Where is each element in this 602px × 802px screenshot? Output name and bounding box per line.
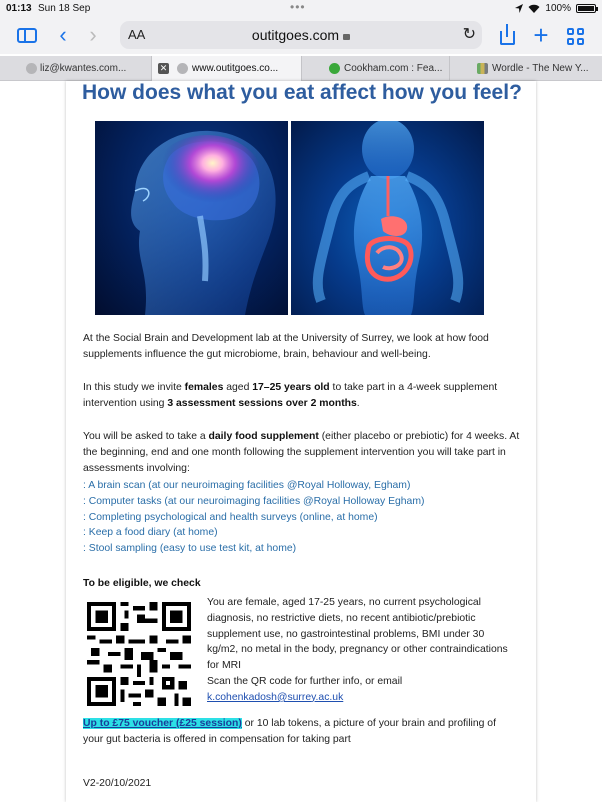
status-bar bbox=[0, 0, 602, 18]
browser-toolbar bbox=[0, 18, 602, 54]
eligibility-criteria: You are female, aged 17-25 years, no current psychological diagnosis, no restrictive diets, no recent antibiotic/prebiotic supplement use, no gastrointestinal problems, BMI under 30 kg/m2, no metal in the body, pregnancy or other contraindications for MRI bbox=[207, 597, 508, 672]
battery-percent: 100% bbox=[545, 3, 571, 14]
tab-overview-icon[interactable] bbox=[562, 22, 588, 48]
tab-email[interactable] bbox=[0, 56, 152, 81]
tab-favicon-icon bbox=[26, 63, 37, 74]
tab-strip bbox=[0, 56, 602, 81]
voucher-highlight: Up to £75 voucher (£25 session) bbox=[83, 718, 242, 729]
page-title: How does what you eat affect how you feel? bbox=[82, 81, 522, 104]
assessment-list bbox=[83, 478, 523, 557]
supplement-paragraph: You will be asked to take a daily food supplement (either placebo or prebiotic) for 4 weeks. At the beginning, end and one month following the supplement intervention you will take part in assessments involving: bbox=[83, 431, 520, 474]
multitask-dots-icon[interactable]: ••• bbox=[290, 0, 306, 14]
brain-illustration bbox=[95, 121, 288, 315]
status-indicators bbox=[515, 3, 596, 14]
tab-cookham[interactable] bbox=[302, 56, 450, 81]
address-bar[interactable] bbox=[120, 21, 482, 49]
list-item: : Stool sampling (easy to use test kit, at home) bbox=[83, 543, 297, 555]
tab-favicon-icon bbox=[177, 63, 188, 74]
tab-wordle[interactable] bbox=[450, 56, 602, 81]
lock-icon bbox=[343, 34, 350, 40]
text-size-button[interactable]: AA bbox=[128, 27, 146, 42]
back-arrow-icon[interactable]: ‹ bbox=[59, 22, 67, 47]
sidebar-toggle-icon[interactable] bbox=[14, 22, 40, 48]
gut-illustration bbox=[291, 121, 484, 315]
tab-label: liz@kwantes.com... bbox=[40, 63, 127, 74]
contact-email-link[interactable]: k.cohenkadosh@surrey.ac.uk bbox=[207, 691, 344, 703]
tab-outitgoes[interactable] bbox=[152, 56, 302, 81]
list-item: : A brain scan (at our neuroimaging facilities @Royal Holloway, Egham) bbox=[83, 480, 411, 491]
location-icon bbox=[515, 4, 523, 13]
compensation-paragraph: Up to £75 voucher (£25 session) or 10 lab tokens, a picture of your brain and profiling of your gut bacteria is offered in compensation for taking part bbox=[83, 718, 496, 745]
version-label: V2-20/10/2021 bbox=[83, 778, 152, 789]
intro-paragraph: At the Social Brain and Development lab at the University of Surrey, we look at how food supplements influence the gut microbiome, brain, behaviour and well-being. bbox=[83, 333, 489, 360]
tab-label: www.outitgoes.co... bbox=[192, 63, 279, 74]
list-item: : Completing psychological and health surveys (online, at home) bbox=[83, 511, 378, 523]
tab-favicon-icon bbox=[477, 63, 488, 74]
qr-code[interactable] bbox=[87, 602, 191, 706]
list-item: : Computer tasks (at our neuroimaging facilities @Royal Holloway Egham) bbox=[83, 495, 425, 507]
forward-arrow-icon[interactable]: › bbox=[89, 22, 97, 47]
new-tab-icon[interactable]: + bbox=[533, 20, 549, 50]
status-time: 01:13 bbox=[6, 3, 32, 14]
battery-icon bbox=[576, 4, 596, 13]
web-page bbox=[66, 81, 536, 802]
url-display[interactable] bbox=[120, 27, 482, 43]
list-item: : Keep a food diary (at home) bbox=[83, 527, 218, 539]
wifi-icon bbox=[528, 4, 540, 13]
eligibility-heading: To be eligible, we check bbox=[83, 578, 201, 589]
share-icon[interactable] bbox=[495, 22, 521, 48]
reload-icon[interactable]: ↻ bbox=[462, 26, 476, 43]
url-text: outitgoes.com bbox=[251, 27, 340, 43]
close-tab-icon[interactable]: ✕ bbox=[159, 63, 168, 73]
eligibility-details bbox=[207, 595, 512, 706]
tab-favicon-icon bbox=[329, 63, 340, 74]
status-date: Sun 18 Sep bbox=[38, 3, 91, 14]
qr-instructions: Scan the QR code for further info, or email bbox=[207, 675, 403, 687]
study-paragraph: In this study we invite females aged 17–25 years old to take part in a 4-week supplement intervention using 3 assessment sessions over 2 months. bbox=[83, 382, 498, 409]
tab-label: Wordle - The New Y... bbox=[492, 63, 589, 74]
tab-label: Cookham.com : Fea... bbox=[344, 63, 443, 74]
